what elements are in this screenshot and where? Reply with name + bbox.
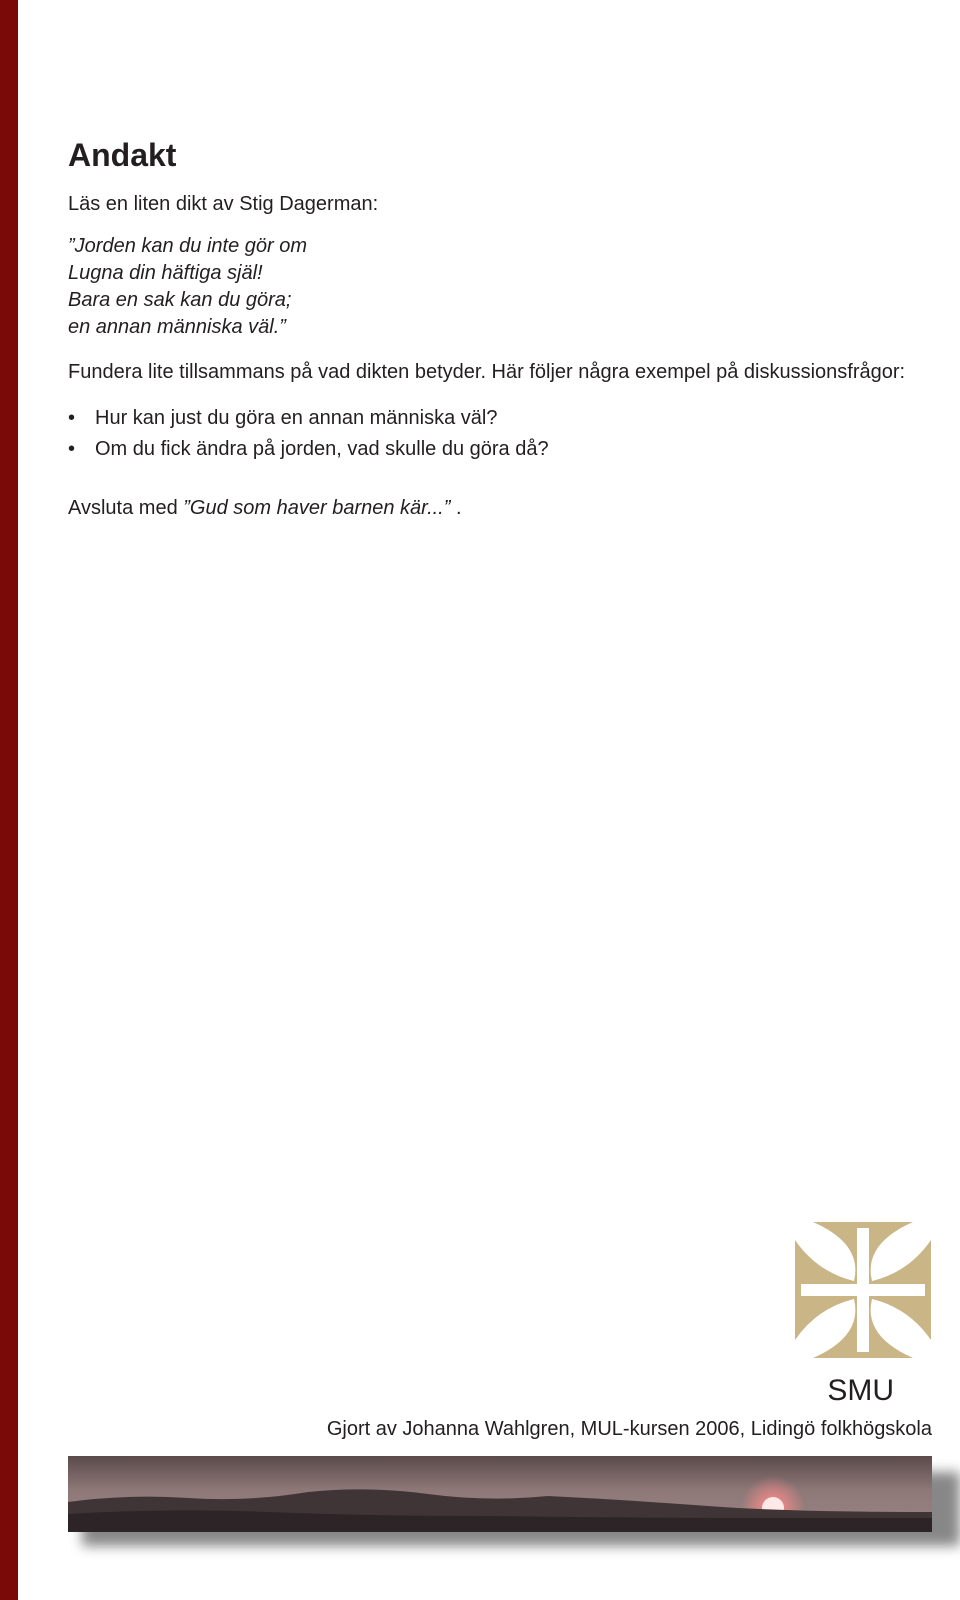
poem (68, 233, 307, 341)
closing-text (68, 494, 462, 522)
intro-text: Läs en liten dikt av Stig Dagerman: (68, 193, 379, 215)
list-item (68, 403, 549, 434)
poem-line: Lugna din häftiga själ! (68, 262, 263, 284)
sunset-photo (68, 1456, 932, 1532)
poem-line: en annan människa väl.” (68, 316, 286, 338)
bullet-icon: • (68, 438, 76, 460)
closing-quote: ”Gud som haver barnen kär...” (183, 497, 451, 519)
smu-cross-icon (795, 1222, 931, 1358)
list-item (68, 434, 549, 465)
bullet-icon: • (68, 407, 76, 429)
brand-name: SMU (827, 1374, 894, 1407)
left-accent-bar (0, 0, 18, 1600)
page-title: Andakt (68, 137, 177, 173)
question-text: Om du fick ändra på jorden, vad skulle du göra då? (95, 438, 549, 460)
credit-line: Gjort av Johanna Wahlgren, MUL-kursen 2006, Lidingö folkhögskola (326, 1418, 932, 1440)
closing-prefix: Avsluta med (68, 497, 184, 519)
poem-line: ”Jorden kan du inte gör om (68, 235, 308, 257)
question-list (68, 403, 549, 465)
closing-suffix: . (450, 497, 462, 519)
question-text: Hur kan just du göra en annan människa väl? (95, 407, 498, 429)
discussion-text: Fundera lite tillsammans på vad dikten betyder. Här följer några exempel på diskussionsfrågor: (68, 361, 906, 383)
poem-line: Bara en sak kan du göra; (68, 289, 292, 311)
